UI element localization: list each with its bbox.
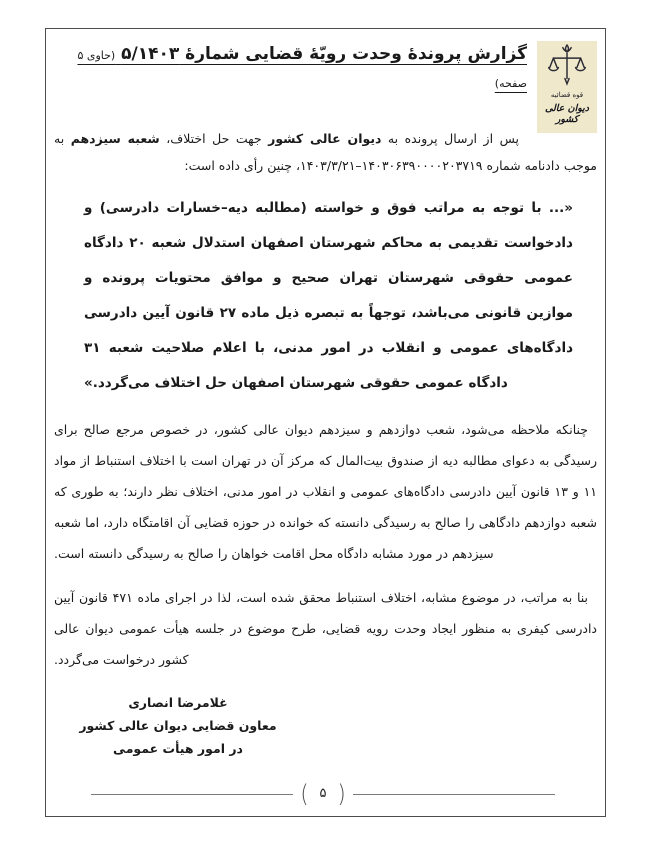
intro-paragraph — [54, 125, 597, 179]
scales-of-justice-icon — [546, 44, 588, 90]
page-footer — [91, 780, 555, 808]
conclusion-paragraph: بنا به مراتب، در موضوع مشابه، اختلاف استنباط محقق شده است، لذا در اجرای ماده ۴۷۱ قانون آیین دادرسی کیفری به منظور ایجاد وحدت رویه قضایی، طرح موضوع در جلسه هیأت عمومی دیوان عالی کشور درخواست می‌گردد. — [54, 590, 597, 667]
intro-segment-2: جهت حل اختلاف، — [159, 131, 269, 146]
logo-org-name: قوه قضائیه — [550, 91, 584, 99]
footer-rule-left — [91, 794, 293, 795]
page-content — [46, 41, 605, 828]
intro-bold-court-name: دیوان عالی کشور — [268, 131, 382, 146]
intro-segment-3: به موجب دادنامه شماره ۱۴۰۳۰۶۳۹۰۰۰۰۲۰۳۷۱۹–۱۴۰۳/۳/۲۱، چنین رأی داده است: — [54, 131, 597, 173]
analysis-paragraph: چنانکه ملاحظه می‌شود، شعب دوازدهم و سیزدهم دیوان عالی کشور، در خصوص مرجع صالح برای رسیدگی به دعوای مطالبه دیه از صندوق بیت‌المال که مرکز آن در تهران است با اختلاف استنباط از مواد ۱۱ و ۱۳ قانون آیین دادرسی دادگاه‌های عمومی و انقلاب در امور مدنی، اختلاف نظر دارند؛ به طوری که شعبه دوازدهم دادگاهی را صالح به رسیدگی دانسته که خوانده در حوزه قضایی آن اقامتگاه دارد، اما شعبه سیزدهم در مورد مشابه دادگاه محل اقامت خواهان را صالح به رسیدگی دانسته است. — [54, 422, 598, 561]
page-number: ۵ — [319, 785, 327, 801]
verdict-quote: «... با توجه به مراتب فوق و خواسته (مطالبه دیه–خسارات دادرسی) و دادخواست تقدیمی به محاکم شهرستان اصفهان استدلال شعبه ۲۰ دادگاه عمومی حقوقی شهرستان تهران صحیح و موافق محتویات پرونده و موازین قانونی می‌باشد، توجهاً به تبصره ذیل ماده ۲۷ قانون آیین دادرسی دادگاه‌های عمومی و انقلاب در امور مدنی، با اعلام صلاحیت شعبه ۳۱ دادگاه عمومی حقوقی شهرستان اصفهان حل اختلاف می‌گردد.» — [84, 200, 573, 391]
page-count-note: (حاوی ۵ صفحه) — [77, 49, 527, 90]
page-number-bracket-right: ) — [337, 780, 346, 808]
signatory-department: در امور هیأت عمومی — [113, 741, 243, 756]
logo-court-name: دیوان عالی کشور — [544, 103, 590, 125]
intro-segment-1: پس از ارسال پرونده به — [381, 131, 519, 146]
page-number-bracket-left: ( — [300, 780, 309, 808]
report-title — [54, 41, 597, 97]
signatory-name: غلامرضا انصاری — [128, 695, 228, 710]
page-border — [45, 28, 606, 817]
intro-bold-branch-name: شعبه سیزدهم — [70, 131, 160, 146]
report-title-text: گزارش پروندهٔ وحدت رویّهٔ قضایی شمارهٔ ۵/۱۴۰۳ — [115, 44, 527, 64]
judiciary-logo — [537, 41, 597, 133]
signature-block — [68, 691, 288, 760]
footer-rule-right — [353, 794, 555, 795]
signatory-role: معاون قضایی دیوان عالی کشور — [79, 718, 277, 733]
